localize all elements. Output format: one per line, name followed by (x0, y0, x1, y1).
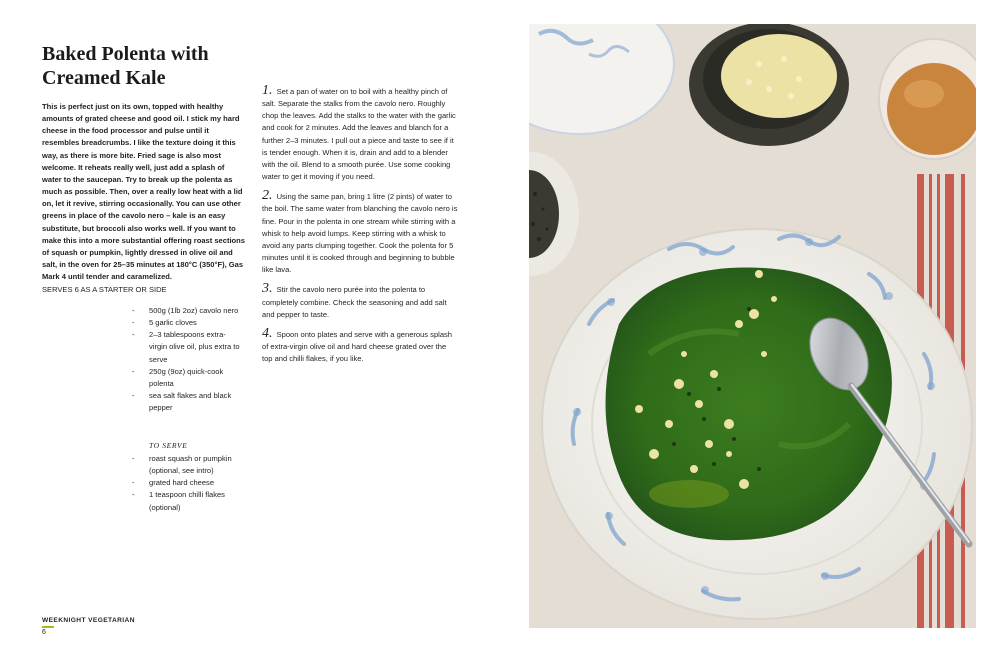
to-serve-heading: TO SERVE (149, 441, 188, 450)
ingredient-item: - 250g (9oz) quick-cook polenta (132, 366, 242, 390)
step-text: Stir the cavolo nero purée into the polenta to completely combine. Check the seasoning and add salt and pepper to taste. (262, 285, 447, 319)
to-serve-item: - 1 teaspoon chilli flakes (optional) (132, 489, 242, 513)
ingredient-list (132, 305, 242, 414)
method-step (262, 281, 458, 320)
step-text: Using the same pan, bring 1 litre (2 pints) of water to the boil. The same water from blanching the cavolo nero is fine. Pour in the polenta in one stream while stirring with a whisk to help avoid lumps. Keep stirring with a whisk to avoid any parts clumping together. Cook the polenta for 5 minutes until it is cooked through and beginning to bubble like lava. (262, 192, 458, 275)
step-number: 2. (262, 188, 273, 204)
recipe-intro: This is perfect just on its own, topped with healthy amounts of grated cheese and good oil. I stick my hard cheese in the food processor and pulse until it resembles breadcrumbs. I like the texture doing it this way, as there is more bite. Fried sage is also most welcome. It reheats really well, just add a splash of water to the saucepan. Try to break up the polenta as much as possible. Then, over a really low heat with a lid on, let it revive, stirring occasionally. You can use other greens in place of the cavolo nero – kale is an easy substitute, but broccoli also works well. If you want to make this into a more substantial offering roast sections of squash or pumpkin, lightly dressed in olive oil and salt, in the oven for 25–35 minutes at 180°C (350°F), Gas Mark 4 until tender and caramelized. (42, 102, 245, 282)
food-photo-illustration (529, 24, 976, 628)
ingredient-item: - sea salt flakes and black pepper (132, 390, 242, 414)
ingredient-item: - 2–3 tablespoons extra-virgin olive oil, plus extra to serve (132, 329, 242, 365)
food-photo (529, 24, 976, 628)
step-text: Set a pan of water on to boil with a healthy pinch of salt. Separate the stalks from the cavolo nero. Roughly chop the leaves. Add the stalks to the water with the garlic and cook for 2 minutes. Add the leaves and blanch for a further 2–3 minutes. I pull out a piece and taste to see if it is tender enough. When it is, drain and add to a blender with the oil. Blend to a smooth purée. Use some cooking water to get it moving if you need. (262, 87, 456, 182)
to-serve-item: - roast squash or pumpkin (optional, see intro) (132, 453, 242, 477)
footer-accent-rule (42, 626, 54, 628)
step-number: 3. (262, 281, 273, 297)
step-text: Spoon onto plates and serve with a generous splash of extra-virgin olive oil and hard cheese grated over the top and chilli flakes, if you like. (262, 329, 452, 364)
drink-glass (879, 39, 976, 159)
method-step (262, 325, 458, 365)
to-serve-list (132, 453, 242, 514)
method-steps (262, 83, 458, 373)
step-number: 4. (262, 325, 273, 341)
method-step (262, 188, 458, 276)
cheese-bowl (689, 24, 849, 146)
to-serve-item: - grated hard cheese (132, 477, 242, 489)
step-number: 1. (262, 83, 273, 98)
ingredient-item: - 500g (1lb 2oz) cavolo nero (132, 305, 242, 317)
page-number: 6 (42, 629, 46, 636)
book-title-footer: WEEKNIGHT VEGETARIAN (42, 617, 135, 624)
ingredient-item: - 5 garlic cloves (132, 317, 242, 329)
recipe-title: Baked Polenta with Creamed Kale (42, 43, 209, 89)
method-step (262, 83, 458, 183)
serves-note: SERVES 6 AS A STARTER OR SIDE (42, 285, 167, 294)
